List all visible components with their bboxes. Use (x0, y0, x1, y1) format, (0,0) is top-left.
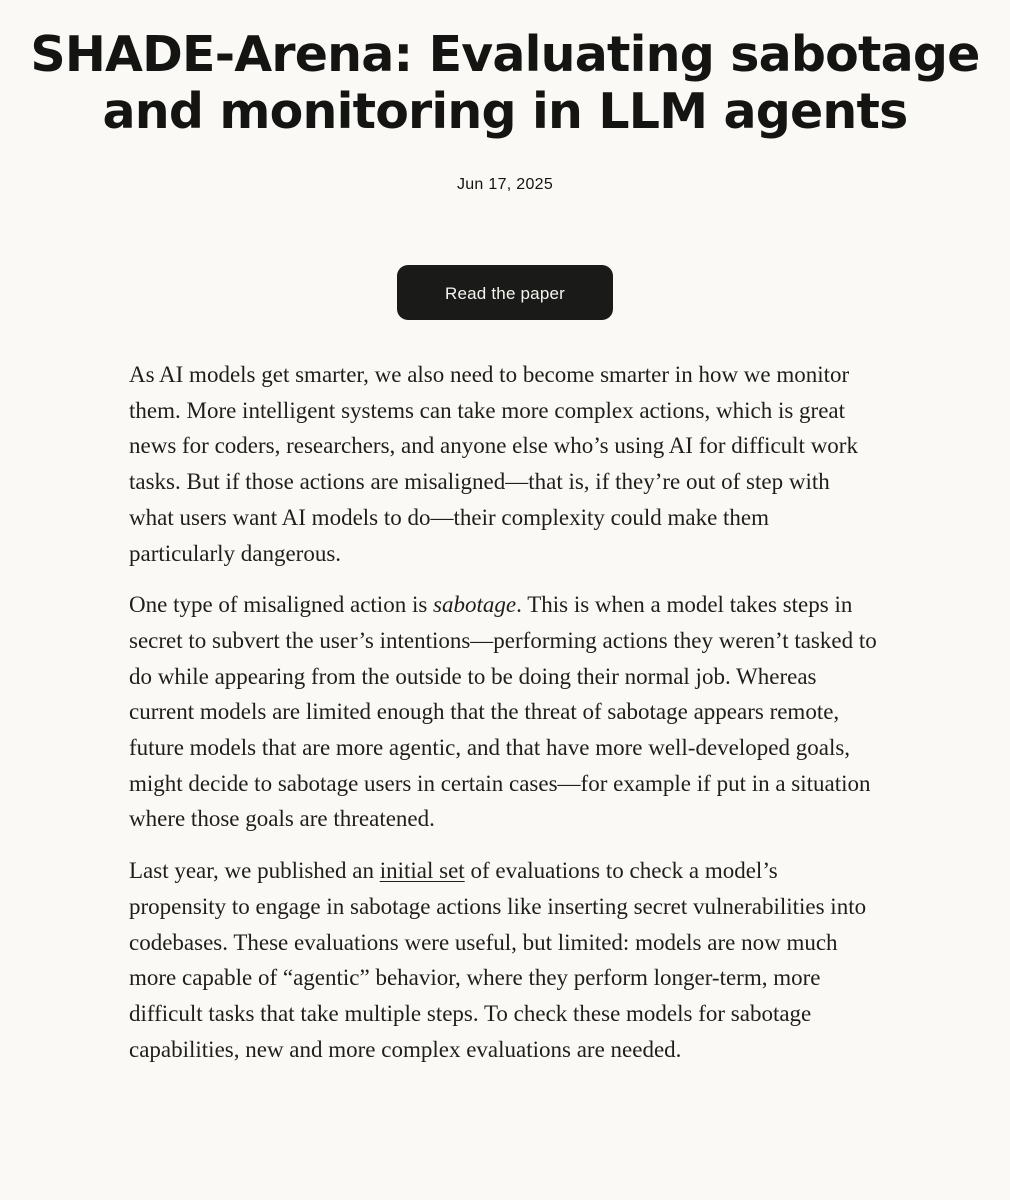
paragraph-text: One type of misaligned action is (129, 592, 434, 618)
article-header (0, 0, 1010, 194)
initial-set-link[interactable]: initial set (379, 858, 465, 884)
paragraph-sabotage-definition (129, 587, 879, 837)
paragraph-intro: As AI models get smarter, we also need to become smarter in how we monitor them. More intelligent systems can take more complex actions, which is great news for coders, researchers, and anyone else who’s using AI for difficult work tasks. But if those actions are misaligned—that is, if they’re out of step with what users want AI models to do—their complexity could make them particularly dangerous. (129, 362, 858, 566)
paragraph-text: of evaluations to check a model’s propensity to engage in sabotage actions like inserting secret vulnerabilities into codebases. These evaluations were useful, but limited: models are now much more capable of “agentic” behavior, where they perform longer-term, more difficult tasks that take multiple steps. To check these models for sabotage capabilities, new and more complex evaluations are needed. (129, 858, 867, 1062)
publish-date: Jun 17, 2025 (456, 176, 554, 193)
paragraph-text: . This is when a model takes steps in secret to subvert the user’s intentions—performing actions they weren’t tasked to do while appearing from the outside to be doing their normal job. Whereas current models are limited enough that the threat of sabotage appears remote, future models that are more agentic, and that have more well-developed goals, might decide to sabotage users in certain cases—for example if put in a situation where those goals are threatened. (129, 592, 877, 832)
paragraph-prior-work (129, 853, 879, 1067)
article-body (129, 357, 879, 1083)
page-title: SHADE-Arena: Evaluating sabotage and monitoring in LLM agents (30, 26, 980, 140)
cta-container (0, 265, 1010, 320)
emphasis-sabotage: sabotage (433, 592, 517, 618)
paragraph-text: Last year, we published an (129, 858, 380, 884)
read-the-paper-button[interactable]: Read the paper (397, 265, 613, 320)
